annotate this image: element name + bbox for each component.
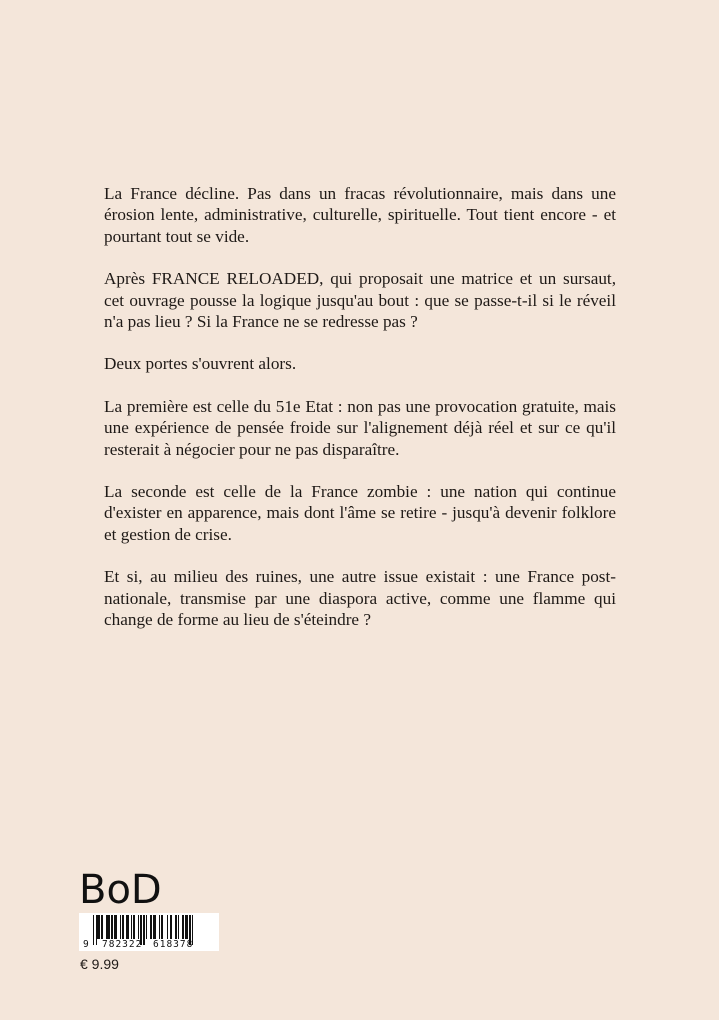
blurb-paragraph-3: Deux portes s'ouvrent alors.	[104, 354, 297, 374]
isbn-first-digit: 9	[83, 939, 89, 950]
isbn-left-group: 782322	[102, 939, 143, 950]
back-cover-blurb	[104, 183, 616, 652]
isbn-number	[79, 939, 219, 951]
blurb-paragraph-6: Et si, au milieu des ruines, une autre issue existait : une France post-nationale, transmise par une diaspora active, comme une flamme qui change de forme au lieu de s'éteindre ?	[104, 567, 616, 630]
isbn-barcode	[79, 913, 219, 951]
blurb-paragraph-4: La première est celle du 51e Etat : non pas une provocation gratuite, mais une expérience de pensée froide sur l'alignement déjà réel et sur ce qu'il resterait à négocier pour ne pas disparaître.	[104, 396, 616, 459]
blurb-paragraph-2: Après FRANCE RELOADED, qui proposait une matrice et un sursaut, cet ouvrage pousse la logique jusqu'au bout : que se passe-t-il si le réveil n'a pas lieu ? Si la France ne se redresse pas ?	[104, 269, 616, 332]
isbn-right-group: 618378	[153, 939, 194, 950]
blurb-paragraph-1: La France décline. Pas dans un fracas révolutionnaire, mais dans une érosion lente, administrative, culturelle, spirituelle. Tout tient encore - et pourtant tout se vide.	[104, 184, 616, 246]
publisher-logo: BoD	[79, 867, 162, 913]
price-label: € 9.99	[80, 956, 119, 972]
barcode-icon	[93, 915, 213, 941]
blurb-paragraph-5: La seconde est celle de la France zombie : une nation qui continue d'exister en apparence, mais dont l'âme se retire - jusqu'à devenir folklore et gestion de crise.	[104, 482, 616, 544]
